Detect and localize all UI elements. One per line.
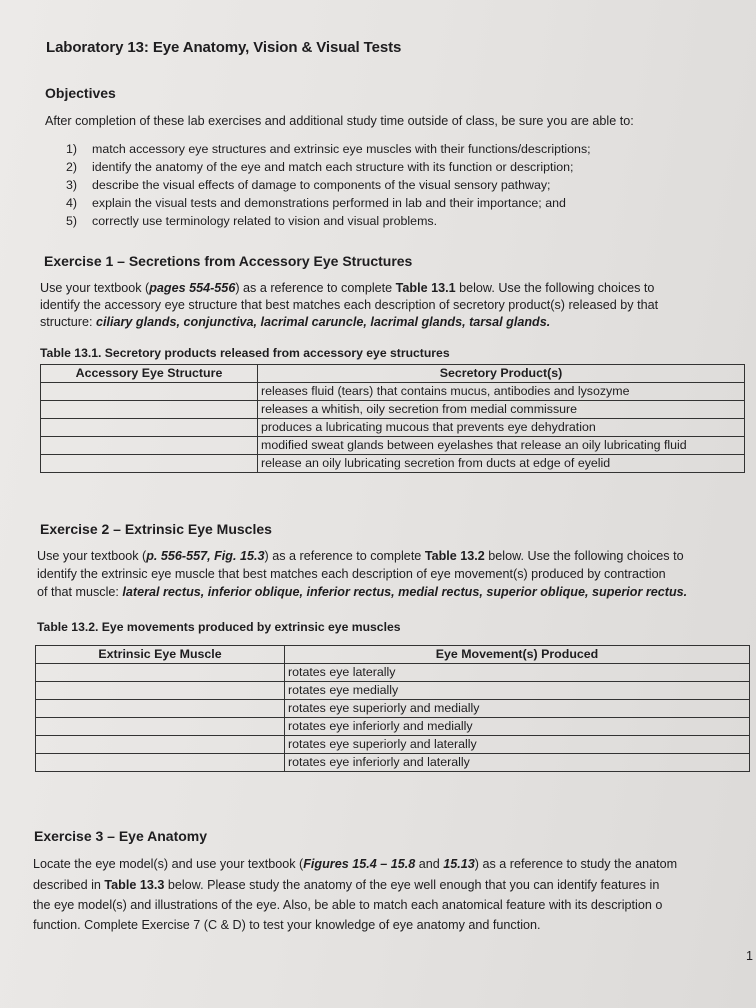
table-13-1 (40, 364, 745, 473)
choices-list: ciliary glands, conjunctiva, lacrimal caruncle, lacrimal glands, tarsal glands. (96, 315, 551, 329)
table-cell: rotates eye superiorly and laterally (285, 736, 750, 754)
text: structure: (40, 315, 96, 329)
objective-text: explain the visual tests and demonstrations performed in lab and their importance; and (92, 196, 566, 210)
textbook-reference: pages 554-556 (149, 281, 236, 295)
textbook-reference: p. 556-557, Fig. 15.3 (146, 549, 265, 563)
answer-cell[interactable] (41, 401, 258, 419)
table-header-row (36, 646, 750, 664)
objectives-heading: Objectives (45, 85, 116, 101)
table-row (41, 401, 745, 419)
objective-text: match accessory eye structures and extrinsic eye muscles with their functions/descriptions; (92, 142, 591, 156)
exercise-2-line-3 (37, 584, 687, 601)
table-13-2 (35, 645, 750, 772)
table-cell: rotates eye inferiorly and medially (285, 718, 750, 736)
objective-number: 1) (66, 142, 78, 156)
answer-cell[interactable] (41, 419, 258, 437)
text: Locate the eye model(s) and use your textbook ( (33, 857, 304, 871)
exercise-1-line-2: identify the accessory eye structure that best matches each description of secretory product(s) released by that (40, 298, 659, 312)
objective-number: 4) (66, 196, 78, 210)
exercise-3-heading: Exercise 3 – Eye Anatomy (34, 828, 208, 844)
exercise-1-line-1 (40, 280, 654, 297)
text: described in (33, 878, 105, 892)
table-row (36, 682, 750, 700)
text: of that muscle: (37, 585, 123, 599)
objective-text: describe the visual effects of damage to components of the visual sensory pathway; (92, 178, 551, 192)
table-reference: Table 13.3 (104, 878, 165, 892)
text: ) as a reference to complete (235, 281, 396, 295)
choices-list: lateral rectus, inferior oblique, inferior rectus, medial rectus, superior oblique, superior rectus. (122, 585, 688, 599)
objective-item (66, 214, 437, 228)
objective-item (66, 160, 573, 174)
text: below. Use the following choices to (484, 549, 684, 563)
objective-number: 2) (66, 160, 78, 174)
exercise-1-heading: Exercise 1 – Secretions from Accessory Eye Structures (44, 253, 413, 269)
textbook-reference: Figures 15.4 – 15.8 (303, 857, 416, 871)
answer-cell[interactable] (36, 682, 285, 700)
answer-cell[interactable] (41, 437, 258, 455)
objectives-intro: After completion of these lab exercises and additional study time outside of class, be sure you are able to: (45, 114, 634, 128)
table-cell: produces a lubricating mucous that prevents eye dehydration (258, 419, 745, 437)
table-header-row (41, 365, 745, 383)
objective-item (66, 196, 566, 210)
exercise-3-line-1 (33, 856, 677, 873)
exercise-1-line-3 (40, 314, 550, 331)
objective-number: 5) (66, 214, 78, 228)
page-number: 1 (746, 949, 754, 963)
answer-cell[interactable] (36, 736, 285, 754)
exercise-3-line-3: the eye model(s) and illustrations of the eye. Also, be able to match each anatomical feature with its description o (33, 898, 663, 912)
table-row (41, 437, 745, 455)
answer-cell[interactable] (36, 754, 285, 772)
text: Use your textbook ( (37, 549, 147, 563)
table-row (36, 754, 750, 772)
table-cell: releases fluid (tears) that contains mucus, antibodies and lysozyme (258, 383, 745, 401)
answer-cell[interactable] (41, 455, 258, 473)
answer-cell[interactable] (36, 664, 285, 682)
exercise-3-line-4: function. Complete Exercise 7 (C & D) to test your knowledge of eye anatomy and function. (33, 918, 541, 932)
answer-cell[interactable] (36, 718, 285, 736)
page-title: Laboratory 13: Eye Anatomy, Vision & Visual Tests (46, 39, 402, 56)
column-header: Secretory Product(s) (258, 365, 745, 383)
objective-number: 3) (66, 178, 78, 192)
answer-cell[interactable] (41, 383, 258, 401)
table-row (36, 664, 750, 682)
exercise-3-line-2 (33, 877, 659, 894)
table-cell: rotates eye inferiorly and laterally (285, 754, 750, 772)
table-reference: Table 13.1 (395, 281, 456, 295)
table-row (36, 718, 750, 736)
objective-text: correctly use terminology related to vision and visual problems. (92, 214, 438, 228)
text: ) as a reference to study the anatom (474, 857, 678, 871)
table-row (41, 419, 745, 437)
table-cell: modified sweat glands between eyelashes that release an oily lubricating fluid (258, 437, 745, 455)
table-row (36, 700, 750, 718)
table-reference: Table 13.2 (424, 549, 485, 563)
table-row (36, 736, 750, 754)
text: ) as a reference to complete (264, 549, 425, 563)
objective-item (66, 178, 550, 192)
table-13-2-caption: Table 13.2. Eye movements produced by extrinsic eye muscles (37, 620, 401, 634)
text: below. Please study the anatomy of the eye well enough that you can identify features in (164, 878, 660, 892)
table-cell: releases a whitish, oily secretion from medial commissure (258, 401, 745, 419)
table-row (41, 383, 745, 401)
column-header: Accessory Eye Structure (41, 365, 258, 383)
table-cell: rotates eye laterally (285, 664, 750, 682)
text: Use your textbook ( (40, 281, 150, 295)
text: below. Use the following choices to (455, 281, 655, 295)
table-cell: rotates eye medially (285, 682, 750, 700)
answer-cell[interactable] (36, 700, 285, 718)
exercise-2-line-1 (37, 548, 684, 565)
table-row (41, 455, 745, 473)
exercise-2-heading: Exercise 2 – Extrinsic Eye Muscles (40, 521, 272, 537)
objective-text: identify the anatomy of the eye and match each structure with its function or description; (92, 160, 574, 174)
column-header: Extrinsic Eye Muscle (36, 646, 285, 664)
table-cell: rotates eye superiorly and medially (285, 700, 750, 718)
table-13-1-caption: Table 13.1. Secretory products released from accessory eye structures (40, 346, 450, 360)
table-cell: release an oily lubricating secretion from ducts at edge of eyelid (258, 455, 745, 473)
textbook-reference: 15.13 (443, 857, 475, 871)
text: and (415, 857, 444, 871)
exercise-2-line-2: identify the extrinsic eye muscle that best matches each description of eye movement(s) produced by contraction (37, 567, 666, 581)
column-header: Eye Movement(s) Produced (285, 646, 750, 664)
objective-item (66, 142, 591, 156)
